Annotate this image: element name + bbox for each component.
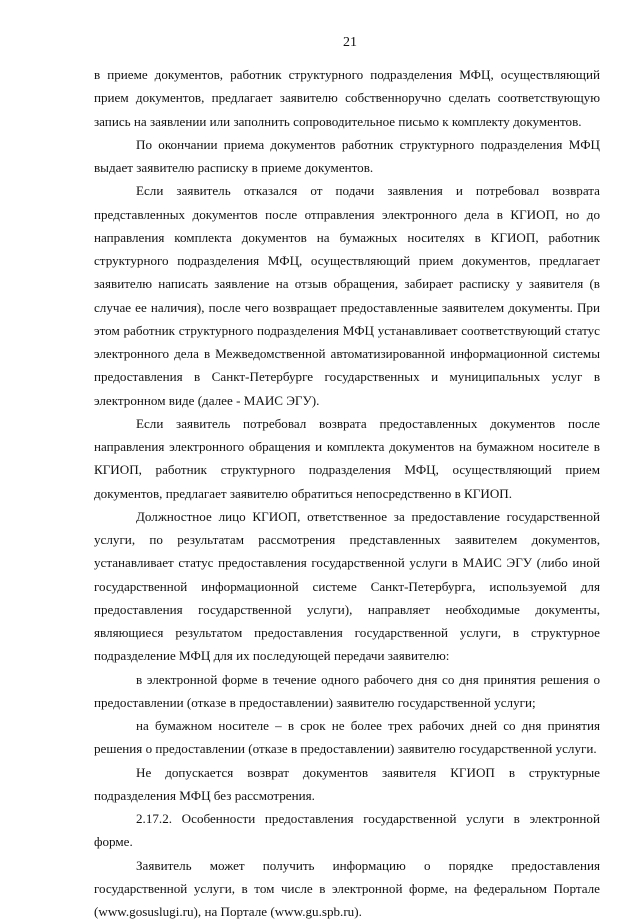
page-number: 21 bbox=[94, 34, 600, 52]
paragraph-paper-form: на бумажном носителе – в срок не более трех рабочих дней со дня принятия решения о предоставлении (отказе в предоставлении) заявителю государственной услуги. bbox=[94, 714, 600, 761]
document-body bbox=[94, 63, 600, 923]
section-heading-2-17-2: 2.17.2. Особенности предоставления государственной услуги в электронной форме. bbox=[94, 807, 600, 854]
paragraph-electronic-form: в электронной форме в течение одного рабочего дня со дня принятия решения о предоставлении (отказе в предоставлении) заявителю государственной услуги; bbox=[94, 668, 600, 715]
paragraph-withdrawal-before-sending: Если заявитель отказался от подачи заявления и потребовал возврата представленных документов после отправления электронного дела в КГИОП, но до направления комплекта документов на бумажных носителях в КГИОП, работник структурного подразделения МФЦ, осуществляющий прием документов, предлагает заявителю написать заявление на отзыв обращения, забирает расписку у заявителя (в случае ее наличия), после чего возвращает предоставленные заявителем документы. При этом работник структурного подразделения МФЦ устанавливает соответствующий статус электронного дела в Межведомственной автоматизированной информационной системы предоставления в Санкт-Петербурге государственных и муниципальных услуг в электронном виде (далее - МАИС ЭГУ). bbox=[94, 179, 600, 412]
paragraph-withdrawal-after-sending: Если заявитель потребовал возврата предоставленных документов после направления электронного обращения и комплекта документов на бумажном носителе в КГИОП, работник структурного подразделения МФЦ, осуществляющий прием документов, предлагает заявителю обратиться непосредственно в КГИОП. bbox=[94, 412, 600, 505]
paragraph-receipt: По окончании приема документов работник структурного подразделения МФЦ выдает заявителю расписку в приеме документов. bbox=[94, 133, 600, 180]
paragraph-continuation: в приеме документов, работник структурного подразделения МФЦ, осуществляющий прием документов, предлагает заявителю собственноручно сделать соответствующую запись на заявлении или заполнить сопроводительное письмо к комплекту документов. bbox=[94, 63, 600, 133]
paragraph-no-return: Не допускается возврат документов заявителя КГИОП в структурные подразделения МФЦ без рассмотрения. bbox=[94, 761, 600, 808]
paragraph-portal-info: Заявитель может получить информацию о порядке предоставления государственной услуги, в том числе в электронной форме, на федеральном Портале (www.gosuslugi.ru), на Портале (www.gu.spb.ru). bbox=[94, 854, 600, 923]
paragraph-official-result: Должностное лицо КГИОП, ответственное за предоставление государственной услуги, по результатам рассмотрения представленных заявителем документов, устанавливает статус предоставления государственной услуги в МАИС ЭГУ (либо иной государственной информационной системе Санкт-Петербурга, используемой для предоставления государственной услуги), направляет необходимые документы, являющиеся результатом предоставления государственной услуги, в структурное подразделение МФЦ для их последующей передачи заявителю: bbox=[94, 505, 600, 668]
